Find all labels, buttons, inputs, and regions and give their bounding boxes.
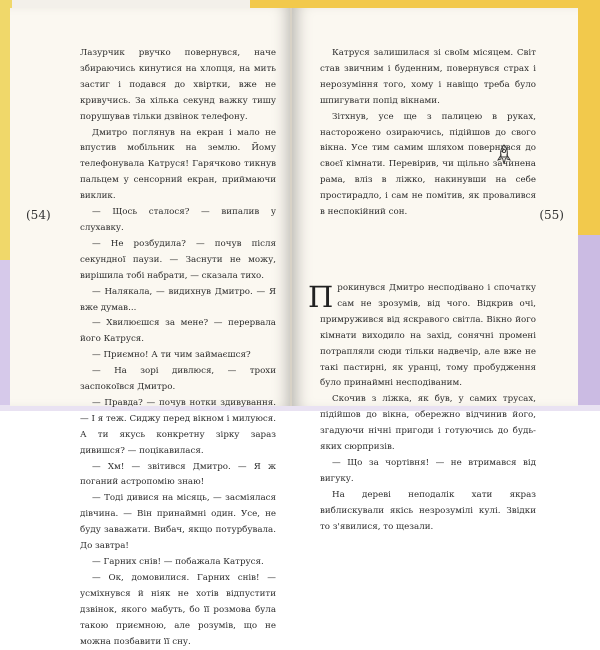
page-number-right: (55): [539, 208, 564, 222]
page-number-left: (54): [26, 208, 51, 222]
paragraph: — Хвилюєшся за мене? — перервала його Катруся.: [80, 318, 276, 345]
paragraph: Дмитро поглянув на екран і мало не впустив мобільник на землю. Йому телефонувала Катруся! Гарячково тикнув пальцем у сенсорний екран, приймаючи виклик.: [80, 127, 276, 202]
paragraph: Лазурчик рвучко повернувся, наче збираючись кинутися на хлопця, на мить застиг і подався до хвіртки, вже не кривучись. За хілька секунд важку тишу порушував тільки дзвінок телефону.: [80, 48, 276, 122]
left-page-text: [80, 46, 276, 650]
paragraph: Катруся залишилася зі своїм місяцем. Світ став звичним і буденним, повернувся страх і нерозуміння того, хому і навіщо треба було шпигувати попід вікнами.: [320, 48, 536, 106]
cover-edge-right-purple: [578, 235, 600, 411]
paragraph: — Налякала, — видихнув Дмитро. — Я вже думав...: [80, 286, 276, 313]
paragraph-text: рокинувся Дмитро несподівано і спочатку сам не зрозумів, від чого. Відкрив очі, примружився від яскравого світла. Вікно його кімнати виходило на захід, сонячні промені потрапляли сюди тільки надвечір, але вже не такі пастирні, як уранці, тому пробудження було принаймні несподіваним.: [320, 282, 536, 389]
right-page: [292, 8, 578, 532]
section-break: [320, 235, 536, 281]
paragraph: — Правда? — почув нотки здивування. — І я теж. Сиджу перед вікном і милуюся. А ти якусь конкретну зірку зараз дивишся? — поцікавилася.: [80, 397, 276, 456]
paragraph: — На зорі дивлюся, — трохи заспокоївся Дмитро.: [80, 366, 276, 393]
right-page-text: [308, 46, 536, 535]
paragraph: — Ок, домовилися. Гарних снів! — усміхнувся й ніяк не хотів відпустити дзвінок, якого мабуть, бо її розмова була такою приємною, але розумів, що не можна позбавити її сну.: [80, 572, 276, 647]
drop-cap: П: [308, 279, 334, 314]
paragraph: — Приємно! А ти чим займаєшся?: [92, 350, 251, 361]
paragraph: — Не розбудила? — почув після секундної паузи. — Заснути не можу, вирішила тобі набрати, — сказала тихо.: [80, 238, 276, 281]
paragraph: — Що за чортівня! — не втримався від вигуку.: [320, 457, 536, 484]
paragraph: — Тоді дивися на місяць, — засміялася дівчина. — Він принаймні один. Усе, не буду заважати. Вибач, якщо потурбувала. До завтра!: [80, 493, 276, 552]
paragraph: — Щось сталося? — випалив у слухавку.: [80, 207, 276, 233]
left-page: [10, 8, 292, 647]
paragraph-dropcap: [308, 279, 536, 392]
paragraph: — Гарних снів! — побажала Катруся.: [92, 557, 264, 567]
paragraph: — Хм! — звітився Дмитро. — Я ж поганий астропомію знаю!: [80, 461, 276, 488]
paragraph: Зітхнув, усе ще з палицею в руках, насторожено озираючись, підійшов до свого вікна. Усе тим самим шляхом повернувся до своєї кімнати. Перевірив, чи щільно зачинена рама, вліз в ліжко, накинувши на себе простирадло, і сам не помітив, як провалився в неспокійний сон.: [320, 111, 536, 218]
paragraph: Скочив з ліжка, як був, у самих трусах, підійшов до вікна, обережно відчинив його, згадуючи нічні пригоди і готуючись до будь-яких сюрпризів.: [320, 394, 536, 453]
paragraph: На дереві неподалік хати якраз виблискували якісь незрозумілі кулі. Звідки то з'явилися, то щезали.: [320, 489, 536, 532]
